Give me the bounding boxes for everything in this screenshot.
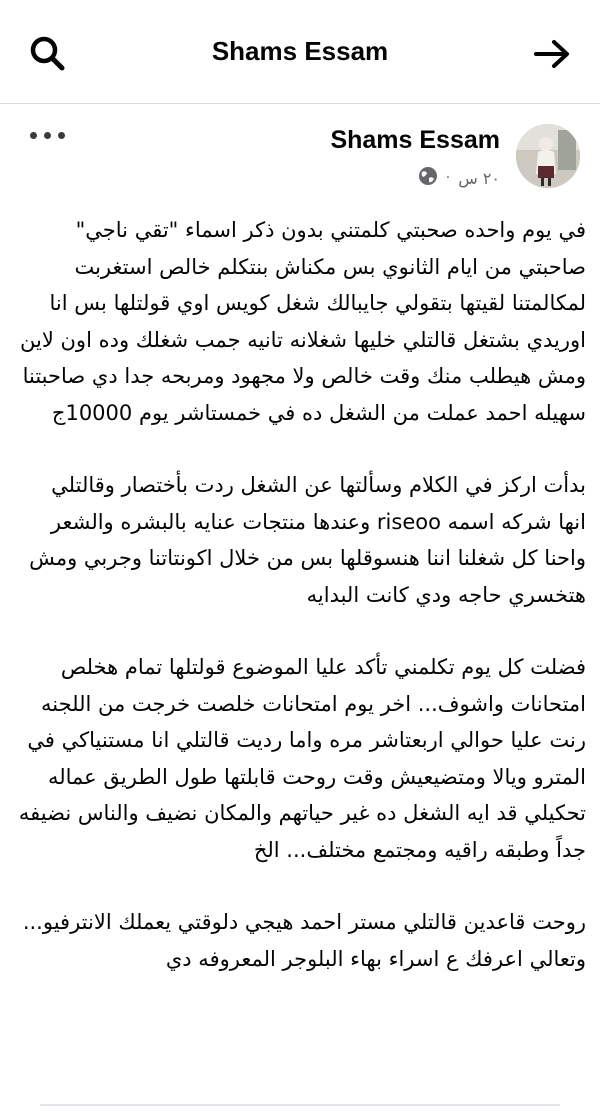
avatar[interactable]: [516, 124, 580, 188]
divider: [40, 1104, 560, 1106]
post-paragraph: في يوم واحده صحبتي كلمتني بدون ذكر اسماء "تقي ناجي" صاحبتي من ايام الثانوي بس مكناش بنتكلم خالص استغربت لمكالمتنا لقيتها بتقولي جايبالك شغل كويس اوي قولتلها بس انا اوريدي بشتغل قالتلي خليها شغلانه تانيه جمب شغلك وده اون لاين ومش هيطلب منك وقت خالص ولا مجهود ومربحه جدا دي صاحبتنا سهيله احمد عملت من الشغل ده في خمستاشر يوم 10000ج: [20, 218, 586, 425]
more-horizontal-icon[interactable]: [28, 126, 68, 146]
post-timestamp[interactable]: ٢٠ س: [458, 168, 500, 188]
globe-icon: [418, 166, 438, 190]
post-author-name[interactable]: Shams Essam: [330, 126, 500, 154]
post-text: [18, 212, 586, 1013]
post-paragraph: روحت قاعدين قالتلي مستر احمد هيجي دلوقتي يعملك الانترفيو... وتعالي اعرفك ع اسراء بهاء البلوجر المعروفه دي: [22, 910, 586, 971]
arrow-right-icon[interactable]: [530, 34, 574, 74]
post-meta: [418, 166, 500, 190]
post-header: [0, 104, 600, 204]
page-title: Shams Essam: [211, 36, 389, 66]
meta-separator: ·: [445, 170, 451, 186]
post-paragraph: بدأت اركز في الكلام وسألتها عن الشغل ردت بأختصار وقالتلي انها شركه اسمه riseoo وعندها منتجات عنايه بالبشره والشعر واحنا كل شغلنا اننا هنسوقلها بس من خلال اكونتاتنا وجربي ومش هتخسري حاجه ودي كانت البدايه: [29, 473, 586, 607]
top-bar: [0, 0, 600, 104]
post-paragraph: فضلت كل يوم تكلمني تأكد عليا الموضوع قولتلها تمام هخلص امتحانات واشوف... اخر يوم امتحانات خلصت خرجت من اللجنه رنت عليا حوالي اربعتاشر مره واما رديت قالتلي انا مستنياكي في المترو ويالا ومتضيعيش وقت روحت قابلتها طول الطريق عماله تحكيلي قد ايه الشغل ده غير حياتهم والمكان نضيف والناس نضيفه جداً وطبقه راقيه ومجتمع مختلف... الخ: [18, 655, 586, 862]
